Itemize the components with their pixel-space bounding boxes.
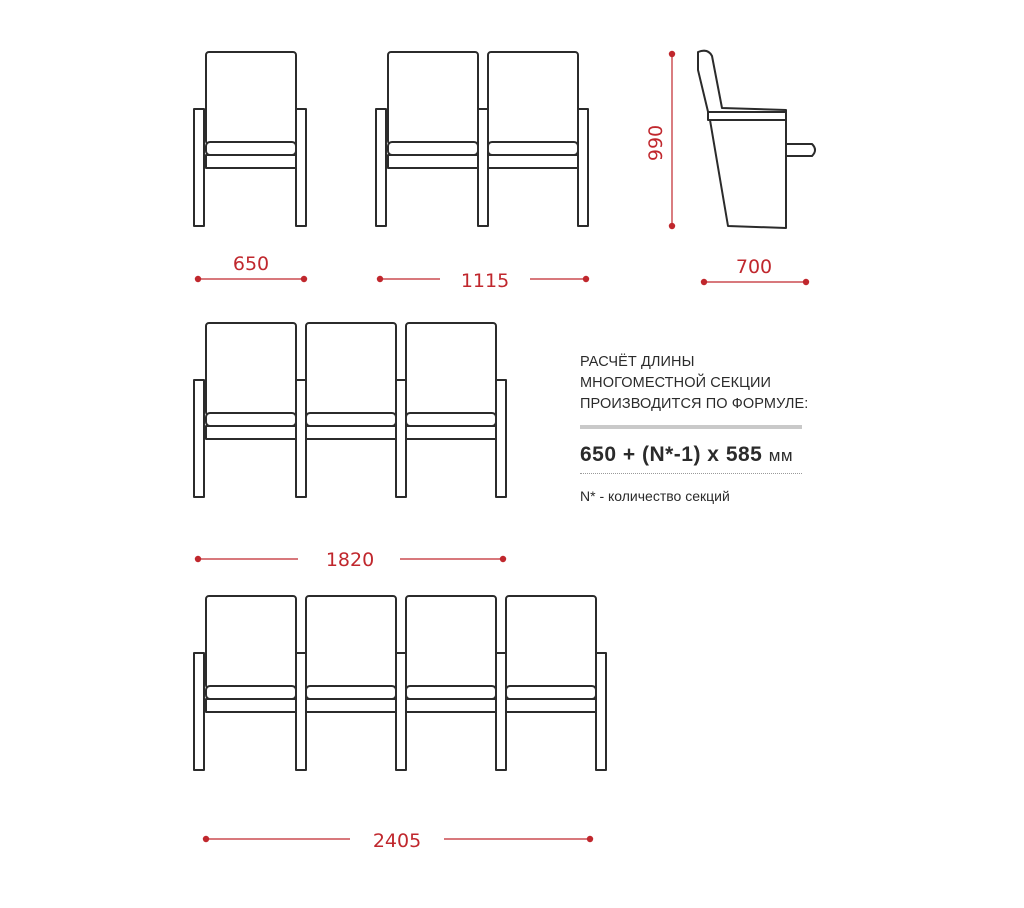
seat-base — [306, 699, 396, 712]
dimension-endpoint — [500, 556, 506, 562]
dimension-endpoint — [195, 276, 201, 282]
seat-base — [206, 426, 296, 439]
seat-cushion — [488, 142, 578, 155]
armrest-leg — [478, 109, 488, 226]
formula-title-line: ПРОИЗВОДИТСЯ ПО ФОРМУЛЕ: — [580, 396, 809, 412]
formula-expression — [580, 443, 840, 467]
seat-backrest — [206, 52, 296, 144]
seat-backrest — [388, 52, 478, 144]
dimension-endpoint — [701, 279, 707, 285]
seat-base — [306, 426, 396, 439]
seat-backrest — [306, 596, 396, 688]
formula-expression-text: 650 + (N*-1) x 585 — [580, 443, 763, 466]
seat-cushion — [306, 413, 396, 426]
dimension-line-vertical — [669, 51, 675, 229]
formula-title-line: МНОГОМЕСТНОЙ СЕКЦИИ — [580, 375, 772, 391]
formula-block — [580, 352, 840, 504]
armrest-leg — [396, 380, 406, 497]
seat-cushion — [206, 686, 296, 699]
armrest-leg — [396, 653, 406, 770]
chair-side-view — [698, 51, 815, 228]
dimension-line — [195, 276, 307, 282]
seat-backrest — [206, 596, 296, 688]
formula-dotted-rule — [580, 473, 802, 474]
seat-cushion — [306, 686, 396, 699]
quad-width-label: 2405 — [372, 830, 422, 852]
seat-backrest — [488, 52, 578, 144]
seat-base — [488, 155, 578, 168]
formula-divider — [580, 425, 802, 429]
formula-unit: мм — [768, 446, 794, 465]
seat-cushion — [206, 142, 296, 155]
seat-cushion — [388, 142, 478, 155]
armrest-leg — [376, 109, 386, 226]
seat-cushion — [406, 686, 496, 699]
depth-label: 700 — [735, 256, 773, 278]
seat-section — [194, 52, 306, 226]
armrest-leg — [496, 380, 506, 497]
formula-note: N* - количество секций — [580, 488, 730, 504]
single-width-label: 650 — [232, 253, 270, 275]
seat-backrest — [206, 323, 296, 415]
dimension-endpoint — [377, 276, 383, 282]
dimension-endpoint — [195, 556, 201, 562]
dimension-endpoint — [301, 276, 307, 282]
formula-title — [580, 352, 840, 415]
dimension-endpoint — [587, 836, 593, 842]
armrest-leg — [496, 653, 506, 770]
seat-section — [376, 52, 588, 226]
seat-backrest — [406, 323, 496, 415]
seat-base — [406, 699, 496, 712]
dimension-endpoint — [203, 836, 209, 842]
armrest-leg — [596, 653, 606, 770]
seat-backrest — [406, 596, 496, 688]
double-width-label: 1115 — [460, 270, 510, 292]
seat-backrest — [306, 323, 396, 415]
armrest-leg — [194, 109, 204, 226]
armrest-leg — [296, 653, 306, 770]
seat-base — [206, 699, 296, 712]
armrest-leg — [296, 109, 306, 226]
dimension-line — [701, 279, 809, 285]
height-label: 990 — [645, 124, 667, 162]
seat-base — [206, 155, 296, 168]
triple-width-label: 1820 — [325, 549, 375, 571]
armrest-leg — [194, 380, 204, 497]
armrest-leg — [194, 653, 204, 770]
seat-backrest — [506, 596, 596, 688]
formula-title-line: РАСЧЁТ ДЛИНЫ — [580, 354, 695, 370]
armrest-leg — [296, 380, 306, 497]
seat-base — [388, 155, 478, 168]
seat-cushion — [506, 686, 596, 699]
seat-base — [506, 699, 596, 712]
armrest-leg — [578, 109, 588, 226]
seat-cushion — [406, 413, 496, 426]
dimension-endpoint — [803, 279, 809, 285]
seat-section — [194, 596, 606, 770]
seat-section — [194, 323, 506, 497]
seat-base — [406, 426, 496, 439]
seat-cushion — [206, 413, 296, 426]
dimension-endpoint — [669, 51, 675, 57]
dimension-endpoint — [669, 223, 675, 229]
dimension-endpoint — [583, 276, 589, 282]
